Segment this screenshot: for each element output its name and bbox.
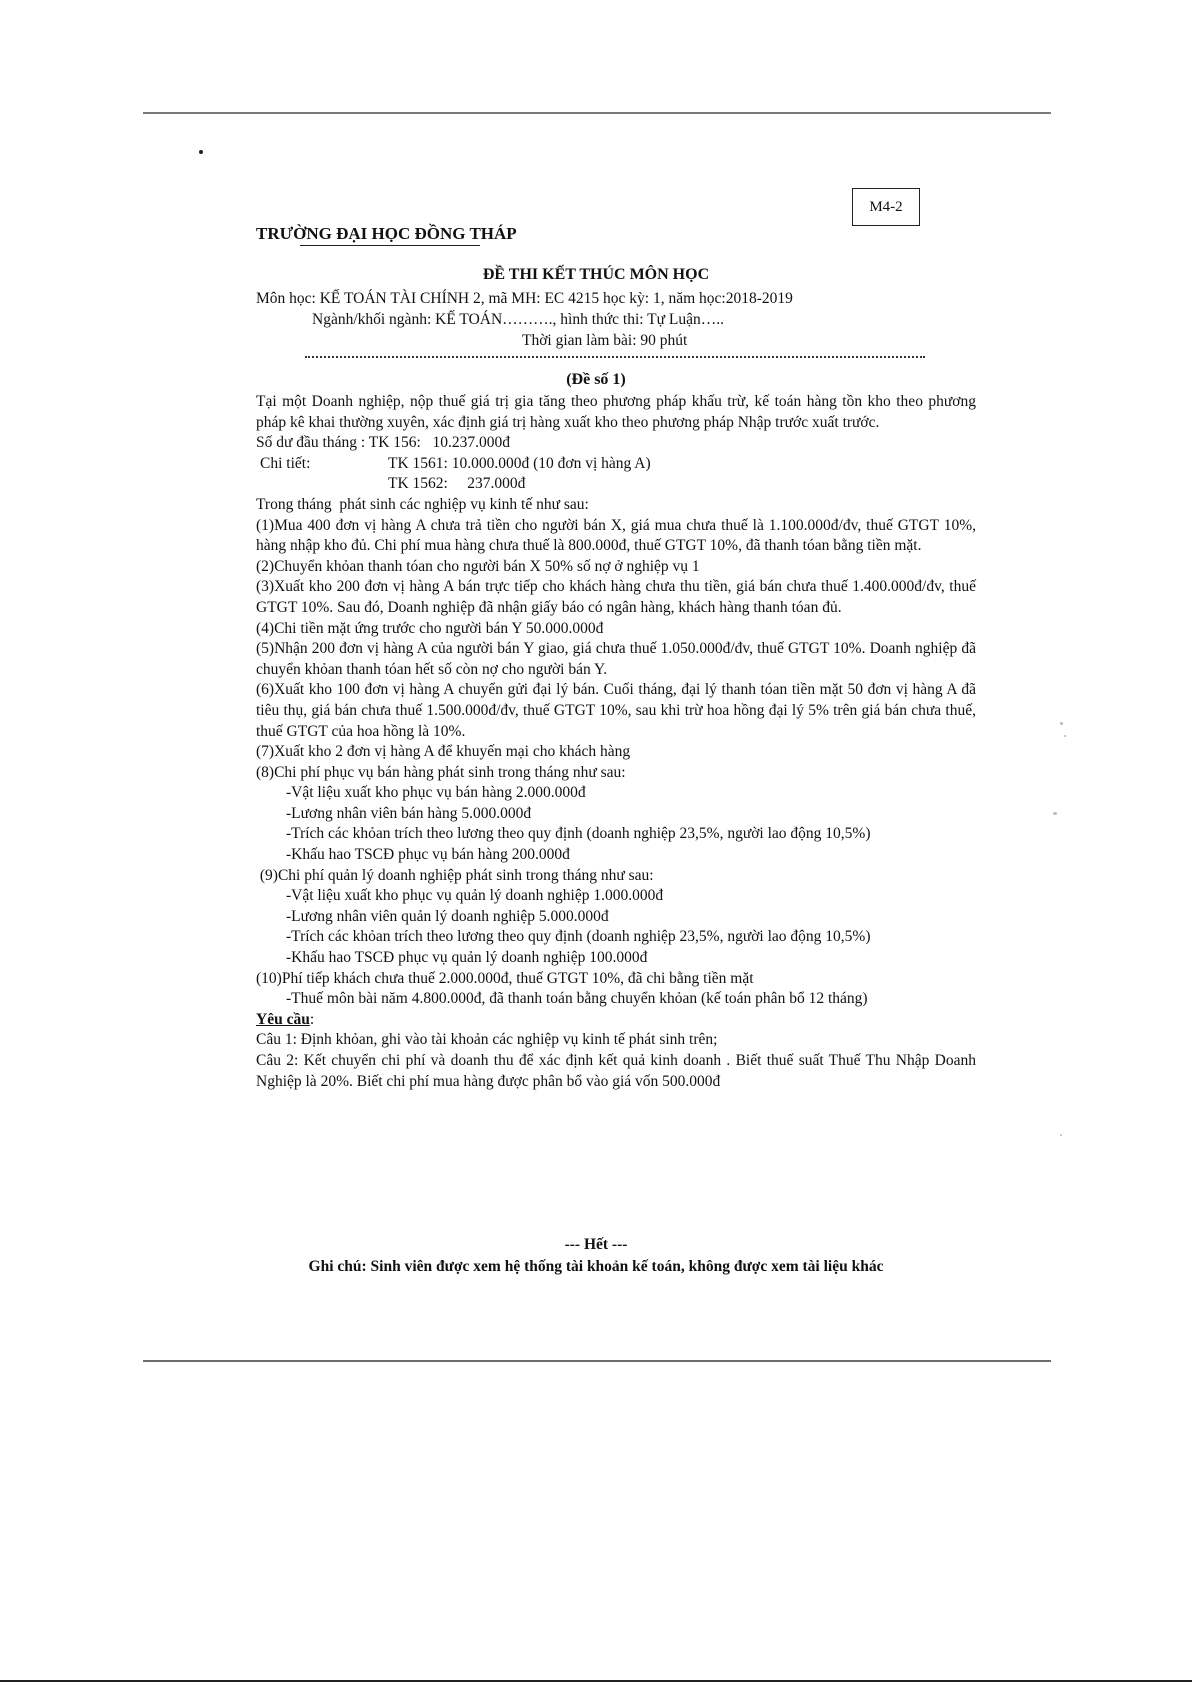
transaction-9-item: -Trích các khỏan trích theo lương theo quy định (doanh nghiệp 23,5%, người lao động 10,5%)	[286, 928, 871, 946]
transaction-8-item: -Vật liệu xuất kho phục vụ bán hàng 2.000.000đ	[286, 784, 586, 802]
scan-speck	[1060, 722, 1063, 725]
subject-line: Môn học: KẾ TOÁN TÀI CHÍNH 2, mã MH: EC 4215 học kỳ: 1, năm học:2018-2019	[256, 290, 793, 307]
school-name: TRƯỜNG ĐẠI HỌC ĐỒNG THÁP	[256, 224, 517, 243]
scan-speck	[1064, 735, 1066, 737]
transaction-1: (1)Mua 400 đơn vị hàng A chưa trả tiền cho người bán X, giá mua chưa thuế là 1.100.000đ/đv, thuế GTGT 10%, hàng nhập kho đủ. Chi phí mua hàng chưa thuế là 800.000đ, thuế GTGT 10%, đã thanh tóan bằng tiền mặt.	[256, 516, 976, 555]
dotted-separator	[305, 356, 925, 358]
transaction-8: (8)Chi phí phục vụ bán hàng phát sinh trong tháng như sau:	[256, 763, 626, 781]
question-2: Câu 2: Kết chuyển chi phí và doanh thu để xác định kết quả kinh doanh . Biết thuế suất Thuế Thu Nhập Doanh Nghiệp là 20%. Biết chi phí mua hàng được phân bổ vào giá vốn 500.000đ	[256, 1052, 976, 1090]
scan-top-border	[143, 112, 1051, 114]
exam-code-box	[852, 188, 920, 226]
detail-label: Chi tiết:	[260, 454, 311, 472]
tk1561-line: TK 1561: 10.000.000đ (10 đơn vị hàng A)	[388, 454, 651, 472]
major-line: Ngành/khối ngành: KẾ TOÁN………., hình thức thi: Tự Luận…..	[312, 311, 725, 328]
transaction-9-item: -Khấu hao TSCĐ phục vụ quản lý doanh nghiệp 100.000đ	[286, 949, 648, 967]
transaction-6: (6)Xuất kho 100 đơn vị hàng A chuyển gửi đại lý bán. Cuối tháng, đại lý thanh tóan tiền mặt 50 đơn vị hàng A đã tiêu thụ, giá bán chưa thuế 1.500.000đ/đv, thuế GTGT 10%, sau khi trừ hoa hồng đại lý 5% trên giá bán chưa thuế, thuế GTGT của hoa hồng là 10%.	[256, 681, 976, 740]
transaction-10: (10)Phí tiếp khách chưa thuế 2.000.000đ, thuế GTGT 10%, đã chi bằng tiền mặt	[256, 969, 754, 987]
transaction-4: (4)Chi tiền mặt ứng trước cho người bán Y 50.000.000đ	[256, 619, 604, 637]
exam-body	[256, 392, 976, 1092]
scan-speck	[1060, 1134, 1062, 1136]
transaction-7: (7)Xuất kho 2 đơn vị hàng A để khuyến mại cho khách hàng	[256, 743, 631, 761]
transaction-8-item: -Khấu hao TSCĐ phục vụ bán hàng 200.000đ	[286, 846, 570, 864]
balance-value: 10.237.000đ	[432, 434, 510, 452]
footer-note: Ghi chú: Sinh viên được xem hệ thống tài khoản kế toán, không được xem tài liệu khác	[308, 1258, 884, 1275]
bullet-mark	[199, 150, 203, 154]
balance-label: Số dư đầu tháng : TK 156:	[256, 434, 421, 452]
transaction-8-item: -Trích các khỏan trích theo lương theo quy định (doanh nghiệp 23,5%, người lao động 10,5%)	[286, 825, 871, 843]
transaction-2: (2)Chuyển khỏan thanh tóan cho người bán X 50% số nợ ở nghiệp vụ 1	[256, 557, 700, 575]
transaction-9: (9)Chi phí quản lý doanh nghiệp phát sinh trong tháng như sau:	[256, 866, 654, 884]
transaction-9-item: -Vật liệu xuất kho phục vụ quản lý doanh nghiệp 1.000.000đ	[286, 887, 664, 905]
transaction-3: (3)Xuất kho 200 đơn vị hàng A bán trực tiếp cho khách hàng chưa thu tiền, giá bán chưa thuế 1.400.000đ/đv, thuế GTGT 10%. Sau đó, Doanh nghiệp đã nhận giấy báo có ngân hàng, khách hàng thanh tóan đủ.	[256, 578, 976, 616]
exam-number: (Đề số 1)	[566, 371, 626, 388]
page-bottom-rule	[0, 1680, 1192, 1682]
transaction-5: (5)Nhận 200 đơn vị hàng A của người bán Y giao, giá chưa thuế 1.050.000đ/đv, thuế GTGT 10%. Doanh nghiệp đã chuyển khỏan thanh tóan hết số còn nợ cho người bán Y.	[256, 640, 976, 678]
transaction-8-item: -Lương nhân viên bán hàng 5.000.000đ	[286, 804, 532, 822]
time-line: Thời gian làm bài: 90 phút	[522, 332, 688, 349]
scan-bottom-border	[143, 1360, 1051, 1362]
intro-paragraph: Tại một Doanh nghiệp, nộp thuế giá trị gia tăng theo phương pháp khấu trừ, kế toán hàng tồn kho theo phương pháp kê khai thường xuyên, xác định giá trị hàng xuất kho theo phương pháp Nhập trước xuất trước.	[256, 393, 976, 431]
exam-title: ĐỀ THI KẾT THÚC MÔN HỌC	[482, 266, 710, 283]
transaction-9-item: -Lương nhân viên quản lý doanh nghiệp 5.000.000đ	[286, 907, 609, 925]
exam-code: M4-2	[869, 198, 903, 215]
balance-detail	[256, 454, 976, 475]
requirements-heading: Yêu cầu:	[256, 1010, 315, 1028]
question-1: Câu 1: Định khỏan, ghi vào tài khoản các nghiệp vụ kinh tế phát sinh trên;	[256, 1031, 718, 1049]
opening-balance	[256, 433, 976, 454]
transactions-intro: Trong tháng phát sinh các nghiệp vụ kinh tế như sau:	[256, 495, 589, 513]
transaction-10-item: -Thuế môn bài năm 4.800.000đ, đã thanh toán bằng chuyển khỏan (kế toán phân bổ 12 tháng)	[286, 990, 868, 1008]
tk1562-line: TK 1562: 237.000đ	[388, 475, 526, 493]
school-underline	[300, 245, 480, 246]
scan-speck	[1053, 812, 1057, 815]
end-mark: --- Hết ---	[564, 1236, 628, 1253]
